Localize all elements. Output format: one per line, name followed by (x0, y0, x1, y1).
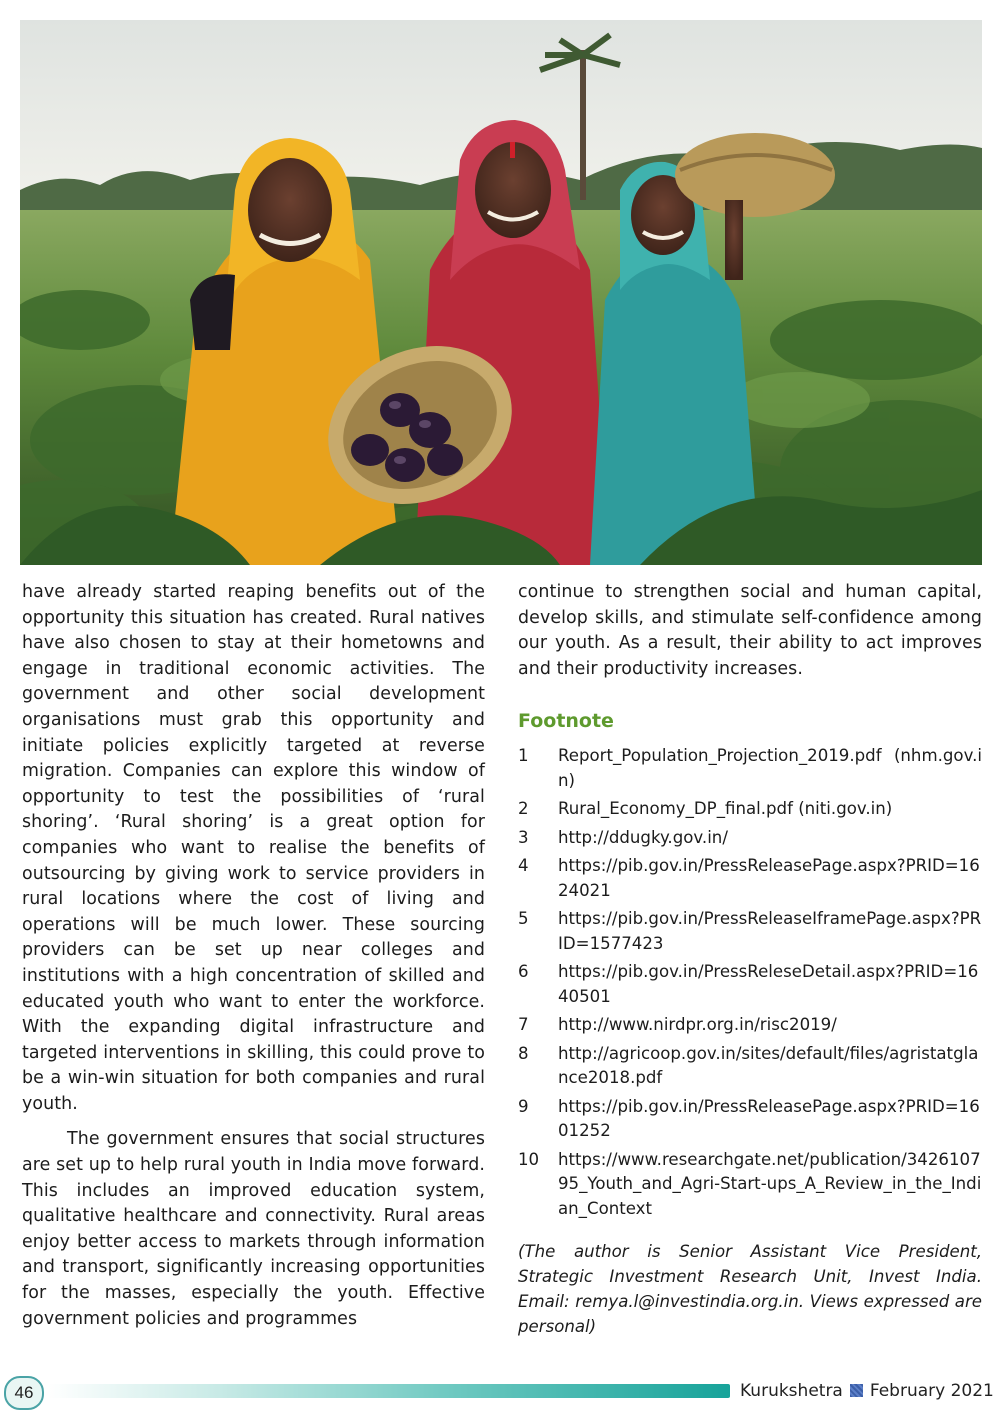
right-column (518, 580, 982, 1339)
footnote-number: 7 (518, 1015, 529, 1035)
footnote-text[interactable]: http://www.nirdpr.org.in/risc2019/ (558, 1015, 837, 1035)
footnote-item (518, 1042, 982, 1091)
page-footer (0, 1374, 1000, 1410)
footnote-number: 1 (518, 746, 529, 766)
left-column (22, 580, 485, 1332)
footnote-text[interactable]: Report_Population_Projection_2019.pdf (nhm.gov.in) (558, 746, 982, 790)
body-paragraph: continue to strengthen social and human capital, develop skills, and stimulate self-confidence among our youth. As a result, their ability to act improves and their productivity increases. (518, 582, 982, 679)
issue-date: February 2021 (869, 1381, 994, 1401)
body-paragraph: The government ensures that social structures are set up to help rural youth in India move forward. This includes an improved education system, qualitative healthcare and connectivity. Rural areas enjoy better access to markets through information and transport, significantly increasing opportunities for the masses, especially the youth. Effective government policies and programmes (22, 1129, 485, 1329)
footnote-number: 10 (518, 1149, 540, 1169)
footnote-number: 4 (518, 856, 529, 876)
footnote-item (518, 1095, 982, 1144)
footnote-text[interactable]: https://pib.gov.in/PressReleseDetail.aspx?PRID=1640501 (558, 962, 979, 1006)
footnote-text[interactable]: http://ddugky.gov.in/ (558, 827, 728, 847)
footnote-item (518, 907, 982, 956)
footnote-item (518, 744, 982, 793)
footnote-number: 5 (518, 909, 529, 929)
footnote-item (518, 1013, 982, 1038)
footnote-number: 9 (518, 1096, 529, 1116)
footnote-text[interactable]: https://pib.gov.in/PressReleasePage.aspx?PRID=1601252 (558, 1096, 980, 1141)
footnote-text[interactable]: https://pib.gov.in/PressReleaseIframePage.aspx?PRID=1577423 (558, 909, 982, 953)
footnote-number: 8 (518, 1043, 529, 1063)
footnote-item (518, 854, 982, 903)
square-icon (850, 1384, 863, 1397)
magazine-name: Kurukshetra (740, 1381, 843, 1401)
footnote-number: 2 (518, 799, 529, 819)
footnote-number: 6 (518, 962, 529, 982)
footnote-item (518, 960, 982, 1009)
footnote-text[interactable]: Rural_Economy_DP_final.pdf (niti.gov.in) (558, 799, 893, 819)
footnote-item (518, 1148, 982, 1222)
article-photo (20, 20, 982, 565)
footnote-text[interactable]: http://agricoop.gov.in/sites/default/files/agristatglance2018.pdf (558, 1043, 979, 1088)
page-number: 46 (4, 1376, 44, 1410)
footnote-heading: Footnote (518, 710, 614, 733)
farm-women-photo-icon (20, 20, 982, 565)
footnote-text[interactable]: https://www.researchgate.net/publication/342610795_Youth_and_Agri-Start-ups_A_Review_in_the_Indian_Context (558, 1149, 982, 1218)
author-note: (The author is Senior Assistant Vice President, Strategic Investment Research Unit, Invest India. Email: remya.l@investindia.org.in. Views expressed are personal) (518, 1242, 982, 1337)
footer-accent-bar (48, 1384, 730, 1398)
footnote-text[interactable]: https://pib.gov.in/PressReleasePage.aspx?PRID=1624021 (558, 856, 980, 900)
footnote-list (518, 744, 982, 1221)
footnote-item (518, 797, 982, 822)
footnote-item (518, 826, 982, 851)
body-paragraph: have already started reaping benefits out of the opportunity this situation has created. Rural natives have also chosen to stay at their hometowns and engage in traditional economic activities. The government and other social development organisations must grab this opportunity and initiate policies explicitly targeted at reverse migration. Companies can explore this window of opportunity to test the possibilities of ‘rural shoring’. ‘Rural shoring’ is a great option for companies who want to realise the benefits of outsourcing by giving work to service providers in rural locations where the cost of living and operations will be much lower. These sourcing providers can be set up near colleges and institutions with a high concentration of skilled and educated youth who want to enter the workforce. With the expanding digital infrastructure and targeted interventions in skilling, this could prove to be a win-win situation for both companies and rural youth. (22, 582, 485, 1114)
footnote-number: 3 (518, 827, 529, 847)
footer-publication (740, 1378, 994, 1404)
